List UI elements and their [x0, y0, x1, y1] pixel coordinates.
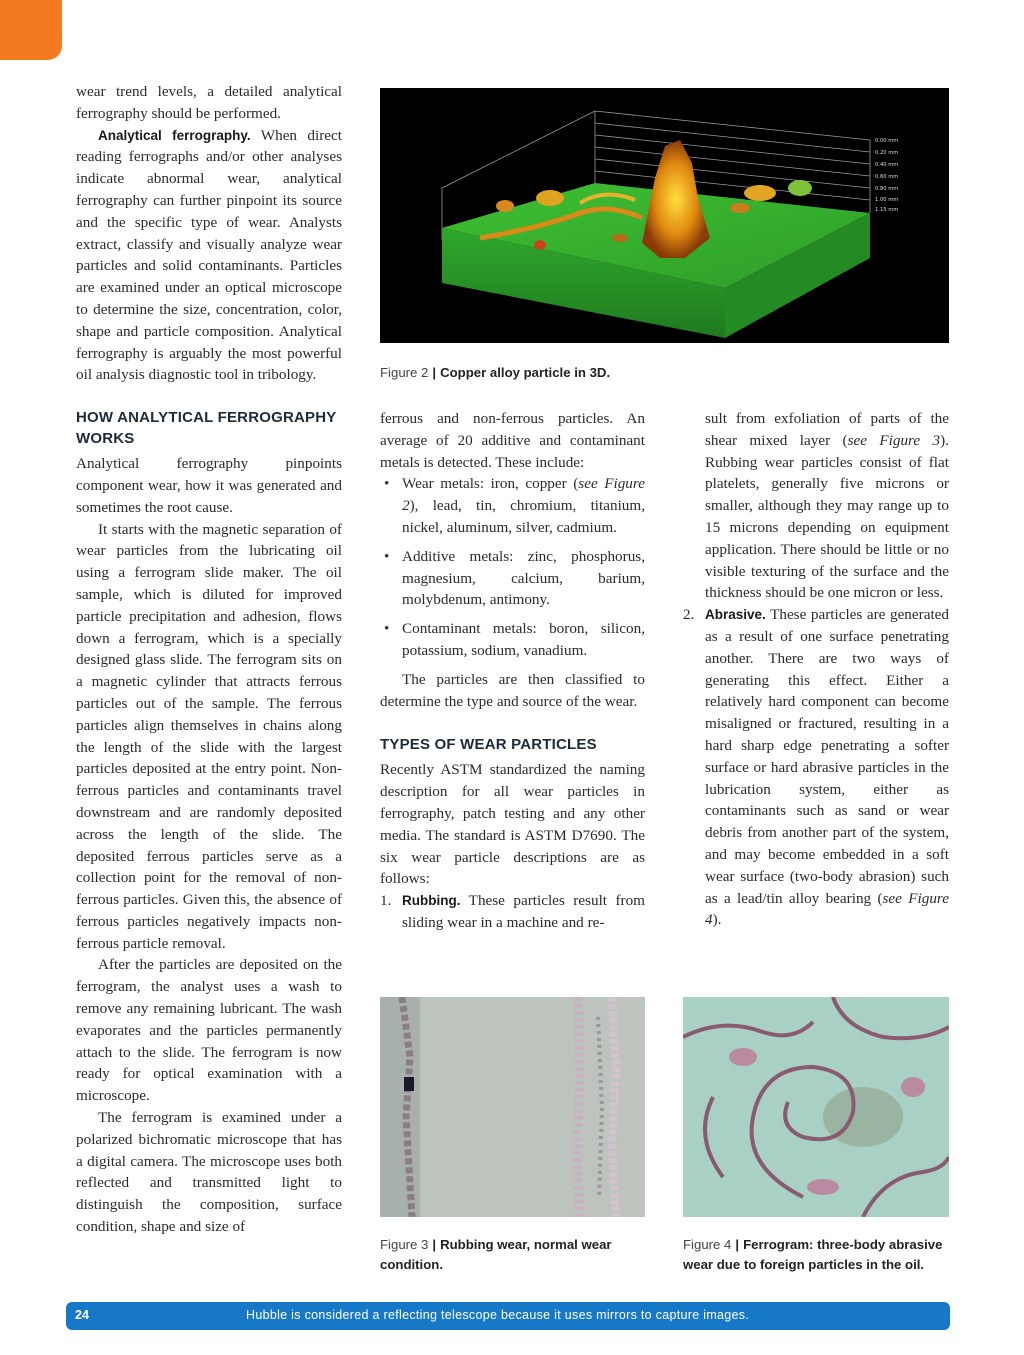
- list-item: 2. Abrasive. These particles are generated as a result of one surface penetrating another. There are two ways of generating this effect. Either a relatively hard component can become misaligned or fractured, resulting in a hard sharp edge penetrating a softer surface or hard abrasive particles in the lubrication system, either as contaminants such as sand or wear debris from another part of the system, and may become embedded in a soft wear surface (two-body abrasion) such as a lead/tin alloy bearing (see Figure 4).: [683, 606, 949, 929]
- figure-2-caption: Figure 2 | Copper alloy particle in 3D.: [380, 365, 611, 380]
- wear-type-list: [380, 890, 645, 934]
- column-right: [683, 408, 949, 931]
- paragraph: After the particles are deposited on the ferrogram, the analyst uses a wash to remove any remaining lubricant. The wash evaporates and the particles permanently attach to the slide. The ferrogram is now ready for optical examination with a microscope.: [76, 956, 342, 1105]
- scale-tick-label: 1.00 mm: [875, 197, 899, 203]
- paragraph: ferrous and non-ferrous particles. An average of 20 additive and contaminant metals is detected. These include:: [380, 410, 645, 471]
- corner-tab-accent: [0, 0, 62, 60]
- figure-4-image: [683, 997, 949, 1217]
- list-item: • Wear metals: iron, copper (see Figure 2), lead, tin, chromium, titanium, nickel, aluminum, silver, cadmium.: [380, 473, 645, 538]
- paragraph: The ferrogram is examined under a polarized bichromatic microscope that has a digital camera. The microscope uses both reflected and transmitted light to distinguish the composition, surface condition, shape and size of: [76, 1109, 342, 1236]
- paragraph: sult from exfoliation of parts of the shear mixed layer (see Figure 3). Rubbing wear particles consist of flat platelets, generally five microns or smaller, although they may range up to 15 microns depending on equipment application. There should be little or no visible texturing of the surface and the thickness should be one micron or less.: [705, 410, 949, 602]
- paragraph: Recently ASTM standardized the naming description for all wear particles in ferrography, patch testing and any other media. The standard is ASTM D7690. The six wear particle descriptions are as follows:: [380, 761, 645, 888]
- footer-fact: Hubble is considered a reflecting telescope because it uses mirrors to capture images.: [246, 1308, 750, 1322]
- scale-tick-label: 0.40 mm: [875, 162, 899, 168]
- page-number: 24: [75, 1308, 89, 1322]
- scale-tick-label: 1.15 mm: [875, 207, 899, 213]
- column-middle: [380, 408, 645, 934]
- figure-2-image: [380, 88, 949, 343]
- figure-3-caption: Figure 3 | Rubbing wear, normal wear condition.: [380, 1237, 612, 1272]
- section-heading: HOW ANALYTICAL FERROGRAPHY WORKS: [76, 409, 337, 448]
- metal-list: [380, 473, 645, 661]
- paragraph: wear trend levels, a detailed analytical ferrography should be performed.: [76, 83, 342, 122]
- list-item: • Contaminant metals: boron, silicon, potassium, sodium, vanadium.: [380, 618, 645, 662]
- paragraph: It starts with the magnetic separation of wear particles from the lubricating oil using a ferrogram slide maker. The oil sample, which is diluted for improved particle precipitation and adhesion, flows down a ferrogram, which is a specially designed glass slide. The ferrogram sits on a magnetic cylinder that attracts ferrous particles out of the sample. The ferrous particles align themselves in chains along the length of the slide with the largest particles deposited at the entry point. Non-ferrous particles and contaminants travel downstream and are randomly deposited across the length of the slide. The deposited ferrous particles serve as a collection point for the removal of non-ferrous particles. Given this, the absence of ferrous particles negatively impacts non-ferrous particle removal.: [76, 520, 342, 952]
- scale-tick-label: 0.00 mm: [875, 138, 899, 144]
- list-item: 1. Rubbing. These particles result from sliding wear in a machine and re-: [380, 892, 645, 931]
- scale-tick-label: 0.60 mm: [875, 174, 899, 180]
- figure-4-caption: Figure 4 | Ferrogram: three-body abrasive wear due to foreign particles in the oil.: [683, 1237, 943, 1272]
- scale-tick-label: 0.20 mm: [875, 150, 899, 156]
- column-left: [76, 81, 342, 1238]
- paragraph: The particles are then classified to determine the type and source of the wear.: [380, 670, 645, 710]
- section-heading: TYPES OF WEAR PARTICLES: [380, 736, 597, 754]
- wear-type-list: [683, 604, 949, 931]
- scale-tick-label: 0.80 mm: [875, 186, 899, 192]
- paragraph: Analytical ferrography. When direct reading ferrographs and/or other analyses indicate abnormal wear, analytical ferrography can further pinpoint its source and the specific type of wear. Analysts extract, classify and visually analyze wear particles and solid contaminants. Particles are examined under an optical microscope to determine the size, concentration, color, shape and particle composition. Analytical ferrography is arguably the most powerful oil analysis diagnostic tool in tribology.: [76, 126, 342, 384]
- run-in-heading: Analytical ferrography.: [98, 127, 251, 143]
- paragraph: Analytical ferrography pinpoints component wear, how it was generated and sometimes the root cause.: [76, 455, 342, 516]
- figure-3-image: [380, 997, 645, 1217]
- page-footer: [66, 1302, 950, 1330]
- list-item: • Additive metals: zinc, phosphorus, magnesium, calcium, barium, molybdenum, antimony.: [380, 546, 645, 611]
